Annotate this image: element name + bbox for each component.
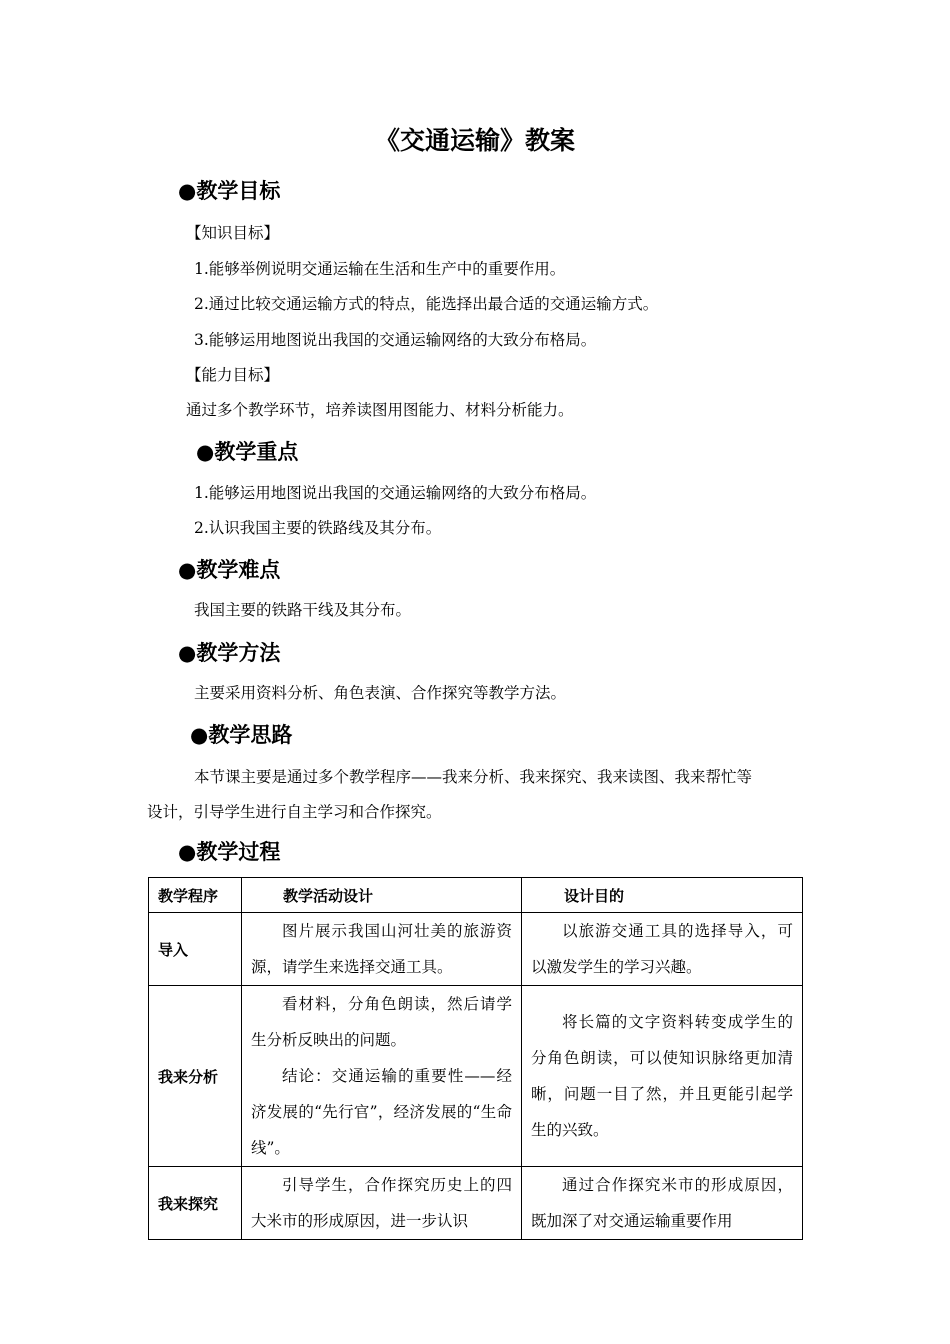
section-heading-approach: ●教学思路 [190,723,293,747]
table-row [149,1167,803,1240]
activity-cell [242,913,522,986]
table-header-row [149,878,803,913]
cell-paragraph: 通过合作探究米市的形成原因，既加深了对交通运输重要作用 [531,1176,793,1230]
table-header-cell: 设计目的 [522,878,803,913]
section-heading-key-points: ●教学重点 [196,440,299,464]
cell-paragraph: 结论：交通运输的重要性——经济发展的“先行官”，经济发展的“生命线”。 [251,1067,512,1157]
knowledge-goal-item: 1.能够举例说明交通运输在生活和生产中的重要作用。 [194,260,566,278]
document-title: 《交通运输》教案 [374,126,575,155]
purpose-cell [522,986,803,1167]
section-heading-goals: ●教学目标 [178,179,281,203]
section-heading-process: ●教学过程 [178,840,281,864]
methods-text: 主要采用资料分析、角色表演、合作探究等教学方法。 [194,684,567,702]
table-row [149,913,803,986]
ability-goal-text: 通过多个教学环节，培养读图用图能力、材料分析能力。 [186,401,574,419]
activity-cell [242,986,522,1167]
key-point-item: 2.认识我国主要的铁路线及其分布。 [194,519,442,537]
knowledge-goal-item: 2.通过比较交通运输方式的特点，能选择出最合适的交通运输方式。 [194,295,659,313]
section-heading-methods: ●教学方法 [178,641,281,665]
approach-text-line: 设计，引导学生进行自主学习和合作探究。 [147,803,442,821]
knowledge-goal-item: 3.能够运用地图说出我国的交通运输网络的大致分布格局。 [194,331,597,349]
table-header-cell: 教学程序 [149,878,242,913]
process-table [148,877,803,1240]
approach-text-line: 本节课主要是通过多个教学程序——我来分析、我来探究、我来读图、我来帮忙等 [194,768,753,786]
purpose-cell [522,1167,803,1240]
cell-paragraph: 以旅游交通工具的选择导入，可以激发学生的学习兴趣。 [531,922,793,976]
key-point-item: 1.能够运用地图说出我国的交通运输网络的大致分布格局。 [194,484,597,502]
purpose-cell [522,913,803,986]
stage-cell: 我来探究 [149,1167,242,1240]
table-row [149,986,803,1167]
cell-paragraph: 引导学生，合作探究历史上的四大米市的形成原因，进一步认识 [251,1176,512,1230]
stage-cell: 导入 [149,913,242,986]
activity-cell [242,1167,522,1240]
cell-paragraph: 看材料，分角色朗读，然后请学生分析反映出的问题。 [251,995,512,1049]
stage-cell: 我来分析 [149,986,242,1167]
cell-paragraph: 图片展示我国山河壮美的旅游资源，请学生来选择交通工具。 [251,922,512,976]
ability-goals-label: 【能力目标】 [186,366,280,384]
section-heading-difficulties: ●教学难点 [178,558,281,582]
knowledge-goals-label: 【知识目标】 [186,224,280,242]
cell-paragraph: 将长篇的文字资料转变成学生的分角色朗读，可以使知识脉络更加清晰，问题一目了然，并且更能引起学生的兴致。 [531,1013,793,1139]
difficulty-text: 我国主要的铁路干线及其分布。 [194,601,412,619]
table-header-cell: 教学活动设计 [242,878,522,913]
